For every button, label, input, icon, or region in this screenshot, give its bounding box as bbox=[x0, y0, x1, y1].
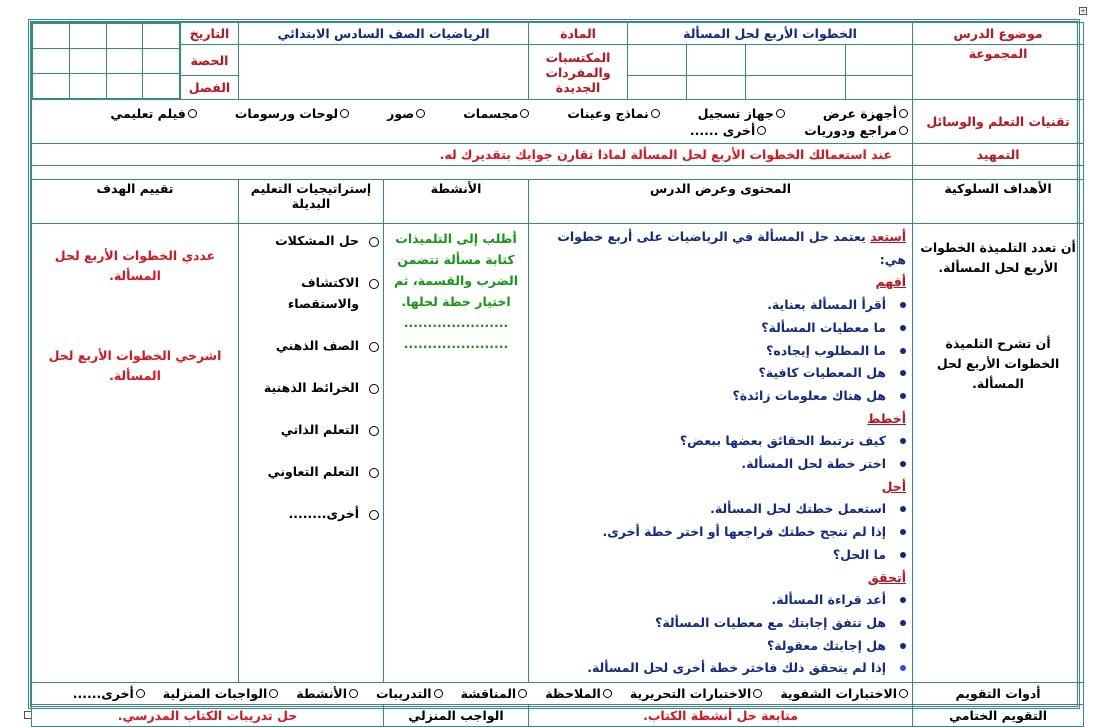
radio-icon[interactable] bbox=[269, 689, 278, 698]
content-intro: يعتمد حل المسألة في الرياضيات على أربع خطوات هي: bbox=[557, 229, 907, 267]
group-cell-5 bbox=[846, 76, 913, 100]
radio-icon[interactable] bbox=[136, 689, 145, 698]
circle-bullet-icon bbox=[369, 342, 379, 352]
topic-value: الخطوات الأربع لحل المسألة bbox=[628, 23, 913, 45]
circle-bullet-icon bbox=[369, 510, 379, 520]
strategy-item: الاكتشاف والاستقصاء bbox=[243, 272, 379, 314]
radio-icon[interactable] bbox=[349, 689, 358, 698]
activity-text: أطلب إلى التلميذات كتابة مسألة تتضمن الضرب والقسمة، ثم اختيار خطة لحلها. bbox=[394, 231, 519, 309]
list-item: ما معطيات المسألة؟ bbox=[535, 317, 886, 340]
tools-options bbox=[32, 100, 913, 144]
list-item: هل هناك معلومات زائدة؟ bbox=[535, 385, 886, 408]
assess-discussion[interactable]: المناقشة bbox=[461, 686, 528, 701]
subject-label: المادة bbox=[529, 23, 628, 45]
circle-bullet-icon bbox=[369, 384, 379, 394]
class-label: الفصل bbox=[181, 76, 239, 100]
spacer-cell bbox=[913, 166, 1084, 180]
tool-projector[interactable]: أجهزة عرض bbox=[823, 106, 908, 121]
check-list bbox=[535, 589, 906, 680]
radio-icon[interactable] bbox=[899, 109, 908, 118]
list-item: هل إجابتك معقولة؟ bbox=[535, 635, 886, 658]
strategy-item: التعلم الذاتي bbox=[243, 419, 379, 440]
list-item: أعد قراءة المسألة. bbox=[535, 589, 886, 612]
assessment-options bbox=[32, 683, 913, 705]
circle-bullet-icon bbox=[369, 279, 379, 289]
evaluation-cell bbox=[32, 224, 239, 683]
group-cell-4 bbox=[628, 45, 687, 76]
strategies-header: إستراتيجيات التعليم البديلة bbox=[239, 180, 384, 224]
intro-label: التمهيد bbox=[913, 144, 1084, 166]
radio-icon[interactable] bbox=[188, 109, 197, 118]
tool-pictures[interactable]: صور bbox=[387, 106, 425, 121]
final-text: متابعة حل أنشطة الكتاب. bbox=[529, 705, 913, 727]
topic-label: موضوع الدرس bbox=[913, 23, 1084, 45]
tool-film[interactable]: فيلم تعليمي bbox=[110, 106, 197, 121]
date-grid bbox=[32, 23, 181, 100]
radio-icon[interactable] bbox=[520, 109, 529, 118]
group-label: المجموعة bbox=[913, 45, 1084, 100]
strategy-item: الصف الذهني bbox=[243, 335, 379, 356]
list-item: هل المعطيات كافية؟ bbox=[535, 362, 886, 385]
gains-value bbox=[239, 45, 529, 100]
list-item: استعمل خطتك لحل المسألة. bbox=[535, 498, 886, 521]
group-cell-1 bbox=[846, 45, 913, 76]
radio-icon[interactable] bbox=[434, 689, 443, 698]
strategy-item: الخرائط الذهنية bbox=[243, 377, 379, 398]
tool-3d-models[interactable]: مجسمات bbox=[463, 106, 529, 121]
intro-text: عند استعمالك الخطوات الأربع لحل المسألة لماذا تقارن جوابك بتقديرك له. bbox=[32, 144, 913, 166]
solve-heading: أحل bbox=[881, 478, 907, 494]
activities-cell bbox=[384, 224, 529, 683]
tools-label: تقنيات التعلم والوسائل bbox=[913, 100, 1084, 144]
understand-heading: أفهم bbox=[875, 274, 907, 290]
strategy-item: حل المشكلات bbox=[243, 230, 379, 251]
plan-heading: أخطط bbox=[867, 410, 907, 426]
radio-icon[interactable] bbox=[757, 126, 766, 135]
radio-icon[interactable] bbox=[753, 689, 762, 698]
radio-icon[interactable] bbox=[776, 109, 785, 118]
radio-icon[interactable] bbox=[899, 689, 908, 698]
assess-oral[interactable]: الاختبارات الشفوية bbox=[780, 686, 908, 701]
list-item: إذا لم يتحقق ذلك فاختر خطة أخرى لحل المسألة. bbox=[535, 657, 886, 680]
group-cell-6 bbox=[746, 76, 846, 100]
plan-list bbox=[535, 430, 906, 475]
list-item: إذا لم تنجح خطتك فراجعها أو اختر خطة أخرى. bbox=[535, 521, 886, 544]
list-item: ما المطلوب إيجاده؟ bbox=[535, 340, 886, 363]
tool-references[interactable]: مراجع ودوريات bbox=[804, 123, 908, 138]
radio-icon[interactable] bbox=[651, 109, 660, 118]
objective-1: أن تعدد التلميذة الخطوات الأربع لحل المسألة. bbox=[920, 240, 1076, 275]
assess-observation[interactable]: الملاحظة bbox=[545, 686, 612, 701]
tool-other[interactable]: أخرى ...... bbox=[690, 123, 766, 138]
evaluation-1: عددي الخطوات الأربع لحل المسألة. bbox=[54, 248, 216, 283]
tool-charts[interactable]: لوحات ورسومات bbox=[235, 106, 349, 121]
strategy-item: أخرى........ bbox=[243, 503, 379, 524]
subject-value: الرياضيات الصف السادس الابتدائي bbox=[239, 23, 529, 45]
period-label: الحصة bbox=[181, 45, 239, 76]
content-cell bbox=[529, 224, 913, 683]
evaluation-header: تقييم الهدف bbox=[32, 180, 239, 224]
radio-icon[interactable] bbox=[416, 109, 425, 118]
circle-bullet-icon bbox=[369, 237, 379, 247]
list-item: اختر خطة لحل المسألة. bbox=[535, 453, 886, 476]
assessment-label: أدوات التقويم bbox=[913, 683, 1084, 705]
radio-icon[interactable] bbox=[518, 689, 527, 698]
homework-text: حل تدريبات الكتاب المدرسي. bbox=[32, 705, 384, 727]
check-heading: أتحقق bbox=[867, 569, 907, 585]
activity-dots-1: ...................... bbox=[403, 315, 509, 330]
strategies-cell bbox=[239, 224, 384, 683]
tool-models[interactable]: نماذج وعينات bbox=[567, 106, 659, 121]
group-cell-3 bbox=[687, 45, 746, 76]
content-header: المحتوى وعرض الدرس bbox=[529, 180, 913, 224]
circle-bullet-icon bbox=[369, 468, 379, 478]
final-label: التقويم الختامي bbox=[913, 705, 1084, 727]
radio-icon[interactable] bbox=[603, 689, 612, 698]
circle-bullet-icon bbox=[369, 426, 379, 436]
group-cell-8 bbox=[628, 76, 687, 100]
date-label: التاريخ bbox=[181, 23, 239, 45]
list-item: ما الحل؟ bbox=[535, 544, 886, 567]
group-cell-7 bbox=[687, 76, 746, 100]
gains-label: المكتسبات والمفردات الجديدة bbox=[529, 45, 628, 100]
tool-recorder[interactable]: جهاز تسجيل bbox=[698, 106, 785, 121]
activity-dots-2: ...................... bbox=[403, 336, 509, 351]
spacer-wide-cell bbox=[32, 166, 913, 180]
strategy-item: التعلم التعاوني bbox=[243, 461, 379, 482]
homework-label: الواجب المنزلي bbox=[384, 705, 529, 727]
activities-header: الأنشطة bbox=[384, 180, 529, 224]
list-item: هل تتفق إجابتك مع معطيات المسألة؟ bbox=[535, 612, 886, 635]
objectives-header: الأهداف السلوكية bbox=[913, 180, 1084, 224]
assess-homework[interactable]: الواجبات المنزلية bbox=[163, 686, 278, 701]
assess-written[interactable]: الاختبارات التحريرية bbox=[630, 686, 763, 701]
radio-icon[interactable] bbox=[899, 126, 908, 135]
objective-2: أن تشرح التلميذة الخطوات الأربع لحل المسألة. bbox=[936, 336, 1060, 391]
understand-list bbox=[535, 294, 906, 408]
assess-exercises[interactable]: التدريبات bbox=[376, 686, 443, 701]
lesson-plan-table bbox=[28, 19, 1080, 724]
group-cell-2 bbox=[746, 45, 846, 76]
assess-activities[interactable]: الأنشطة bbox=[296, 686, 358, 701]
list-item: أقرأ المسألة بعناية. bbox=[535, 294, 886, 317]
radio-icon[interactable] bbox=[340, 109, 349, 118]
table-move-handle[interactable]: + bbox=[1080, 7, 1086, 15]
assess-other[interactable]: أخرى...... bbox=[73, 686, 145, 701]
evaluation-2: اشرحي الخطوات الأربع لحل المسألة. bbox=[48, 348, 222, 383]
solve-list bbox=[535, 498, 906, 566]
objectives-cell bbox=[913, 224, 1084, 683]
list-item: كيف ترتبط الحقائق بعضها ببعض؟ bbox=[535, 430, 886, 453]
prepare-heading: أستعد bbox=[870, 229, 907, 244]
